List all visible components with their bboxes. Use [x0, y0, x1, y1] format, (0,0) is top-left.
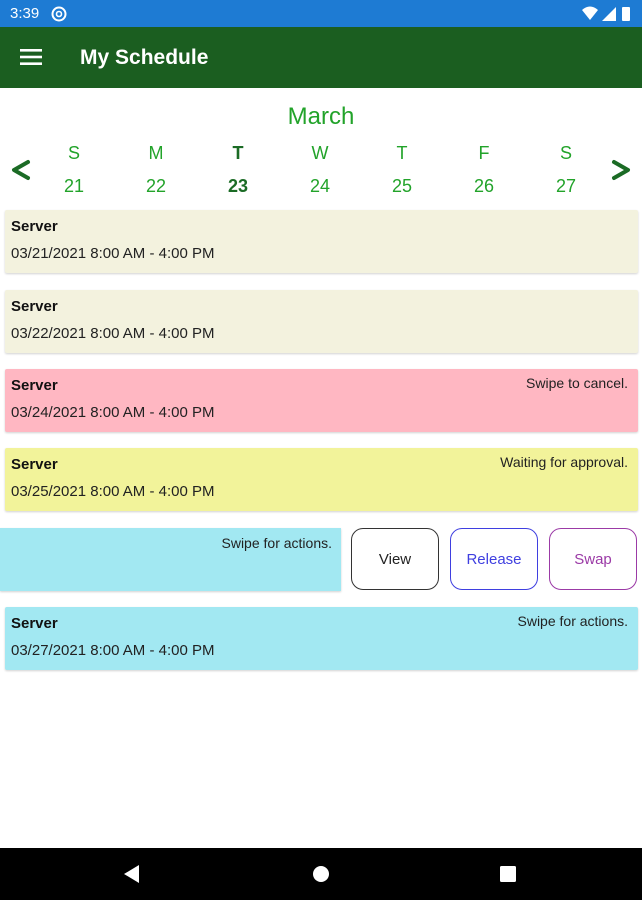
- day-number: 27: [555, 176, 577, 196]
- shift-role: Server: [11, 298, 58, 315]
- day-letter: M: [148, 143, 164, 163]
- shift-status: Swipe for actions.: [221, 535, 332, 551]
- chevron-left-icon[interactable]: [8, 154, 34, 186]
- back-icon[interactable]: [102, 848, 162, 900]
- shift-time: 03/24/2021 8:00 AM - 4:00 PM: [11, 404, 215, 421]
- day-number: 26: [473, 176, 495, 196]
- day-number: 23: [227, 176, 249, 196]
- day-number: 22: [145, 176, 167, 196]
- shift-card-0325[interactable]: [5, 448, 638, 511]
- day-wednesday-24[interactable]: [290, 143, 350, 197]
- view-button[interactable]: View: [351, 528, 439, 590]
- day-friday-26[interactable]: [454, 143, 514, 197]
- shift-time: 03/21/2021 8:00 AM - 4:00 PM: [11, 245, 215, 262]
- day-number: 25: [391, 176, 413, 196]
- month-label: March: [287, 103, 355, 130]
- day-sunday-21[interactable]: [44, 143, 104, 197]
- at-sign-icon: [51, 6, 67, 22]
- day-letter: S: [559, 143, 572, 163]
- swap-button[interactable]: Swap: [549, 528, 637, 590]
- shift-role: Server: [11, 456, 58, 473]
- signal-icon: [602, 7, 616, 21]
- day-thursday-25[interactable]: [372, 143, 432, 197]
- shift-status: Swipe to cancel.: [526, 375, 628, 391]
- shift-time: 03/27/2021 8:00 AM - 4:00 PM: [11, 642, 215, 659]
- shift-time: 03/22/2021 8:00 AM - 4:00 PM: [11, 325, 215, 342]
- shift-role: Server: [11, 377, 58, 394]
- day-monday-22[interactable]: [126, 143, 186, 197]
- day-letter: W: [311, 143, 329, 163]
- day-saturday-27[interactable]: [536, 143, 596, 197]
- shift-role: Server: [11, 218, 58, 235]
- recents-icon[interactable]: [478, 848, 538, 900]
- wifi-icon: [582, 7, 598, 21]
- shift-card-0321[interactable]: [5, 210, 638, 273]
- shift-card-0327[interactable]: [5, 607, 638, 670]
- shift-status: Waiting for approval.: [500, 454, 628, 470]
- day-number: 24: [309, 176, 331, 196]
- page-title: My Schedule: [80, 46, 209, 69]
- battery-icon: [622, 7, 630, 21]
- home-icon[interactable]: [291, 848, 351, 900]
- system-nav-bar: [0, 848, 642, 900]
- shift-role: Server: [11, 615, 58, 632]
- day-letter: T: [396, 143, 408, 163]
- hamburger-menu-icon[interactable]: [20, 48, 42, 66]
- day-letter: S: [67, 143, 80, 163]
- shift-time: 03/25/2021 8:00 AM - 4:00 PM: [11, 483, 215, 500]
- app-bar: [0, 27, 642, 88]
- status-time: 3:39: [10, 5, 40, 22]
- day-letter: F: [478, 143, 490, 163]
- swiped-shift-card[interactable]: [0, 528, 341, 591]
- release-button[interactable]: Release: [450, 528, 538, 590]
- shift-card-0322[interactable]: [5, 290, 638, 353]
- status-indicators: [580, 5, 634, 23]
- status-bar: [0, 0, 642, 27]
- day-tuesday-23-selected[interactable]: [208, 143, 268, 197]
- chevron-right-icon[interactable]: [608, 154, 634, 186]
- day-letter: T: [232, 143, 244, 163]
- shift-status: Swipe for actions.: [517, 613, 628, 629]
- shift-card-0324[interactable]: [5, 369, 638, 432]
- day-number: 21: [63, 176, 85, 196]
